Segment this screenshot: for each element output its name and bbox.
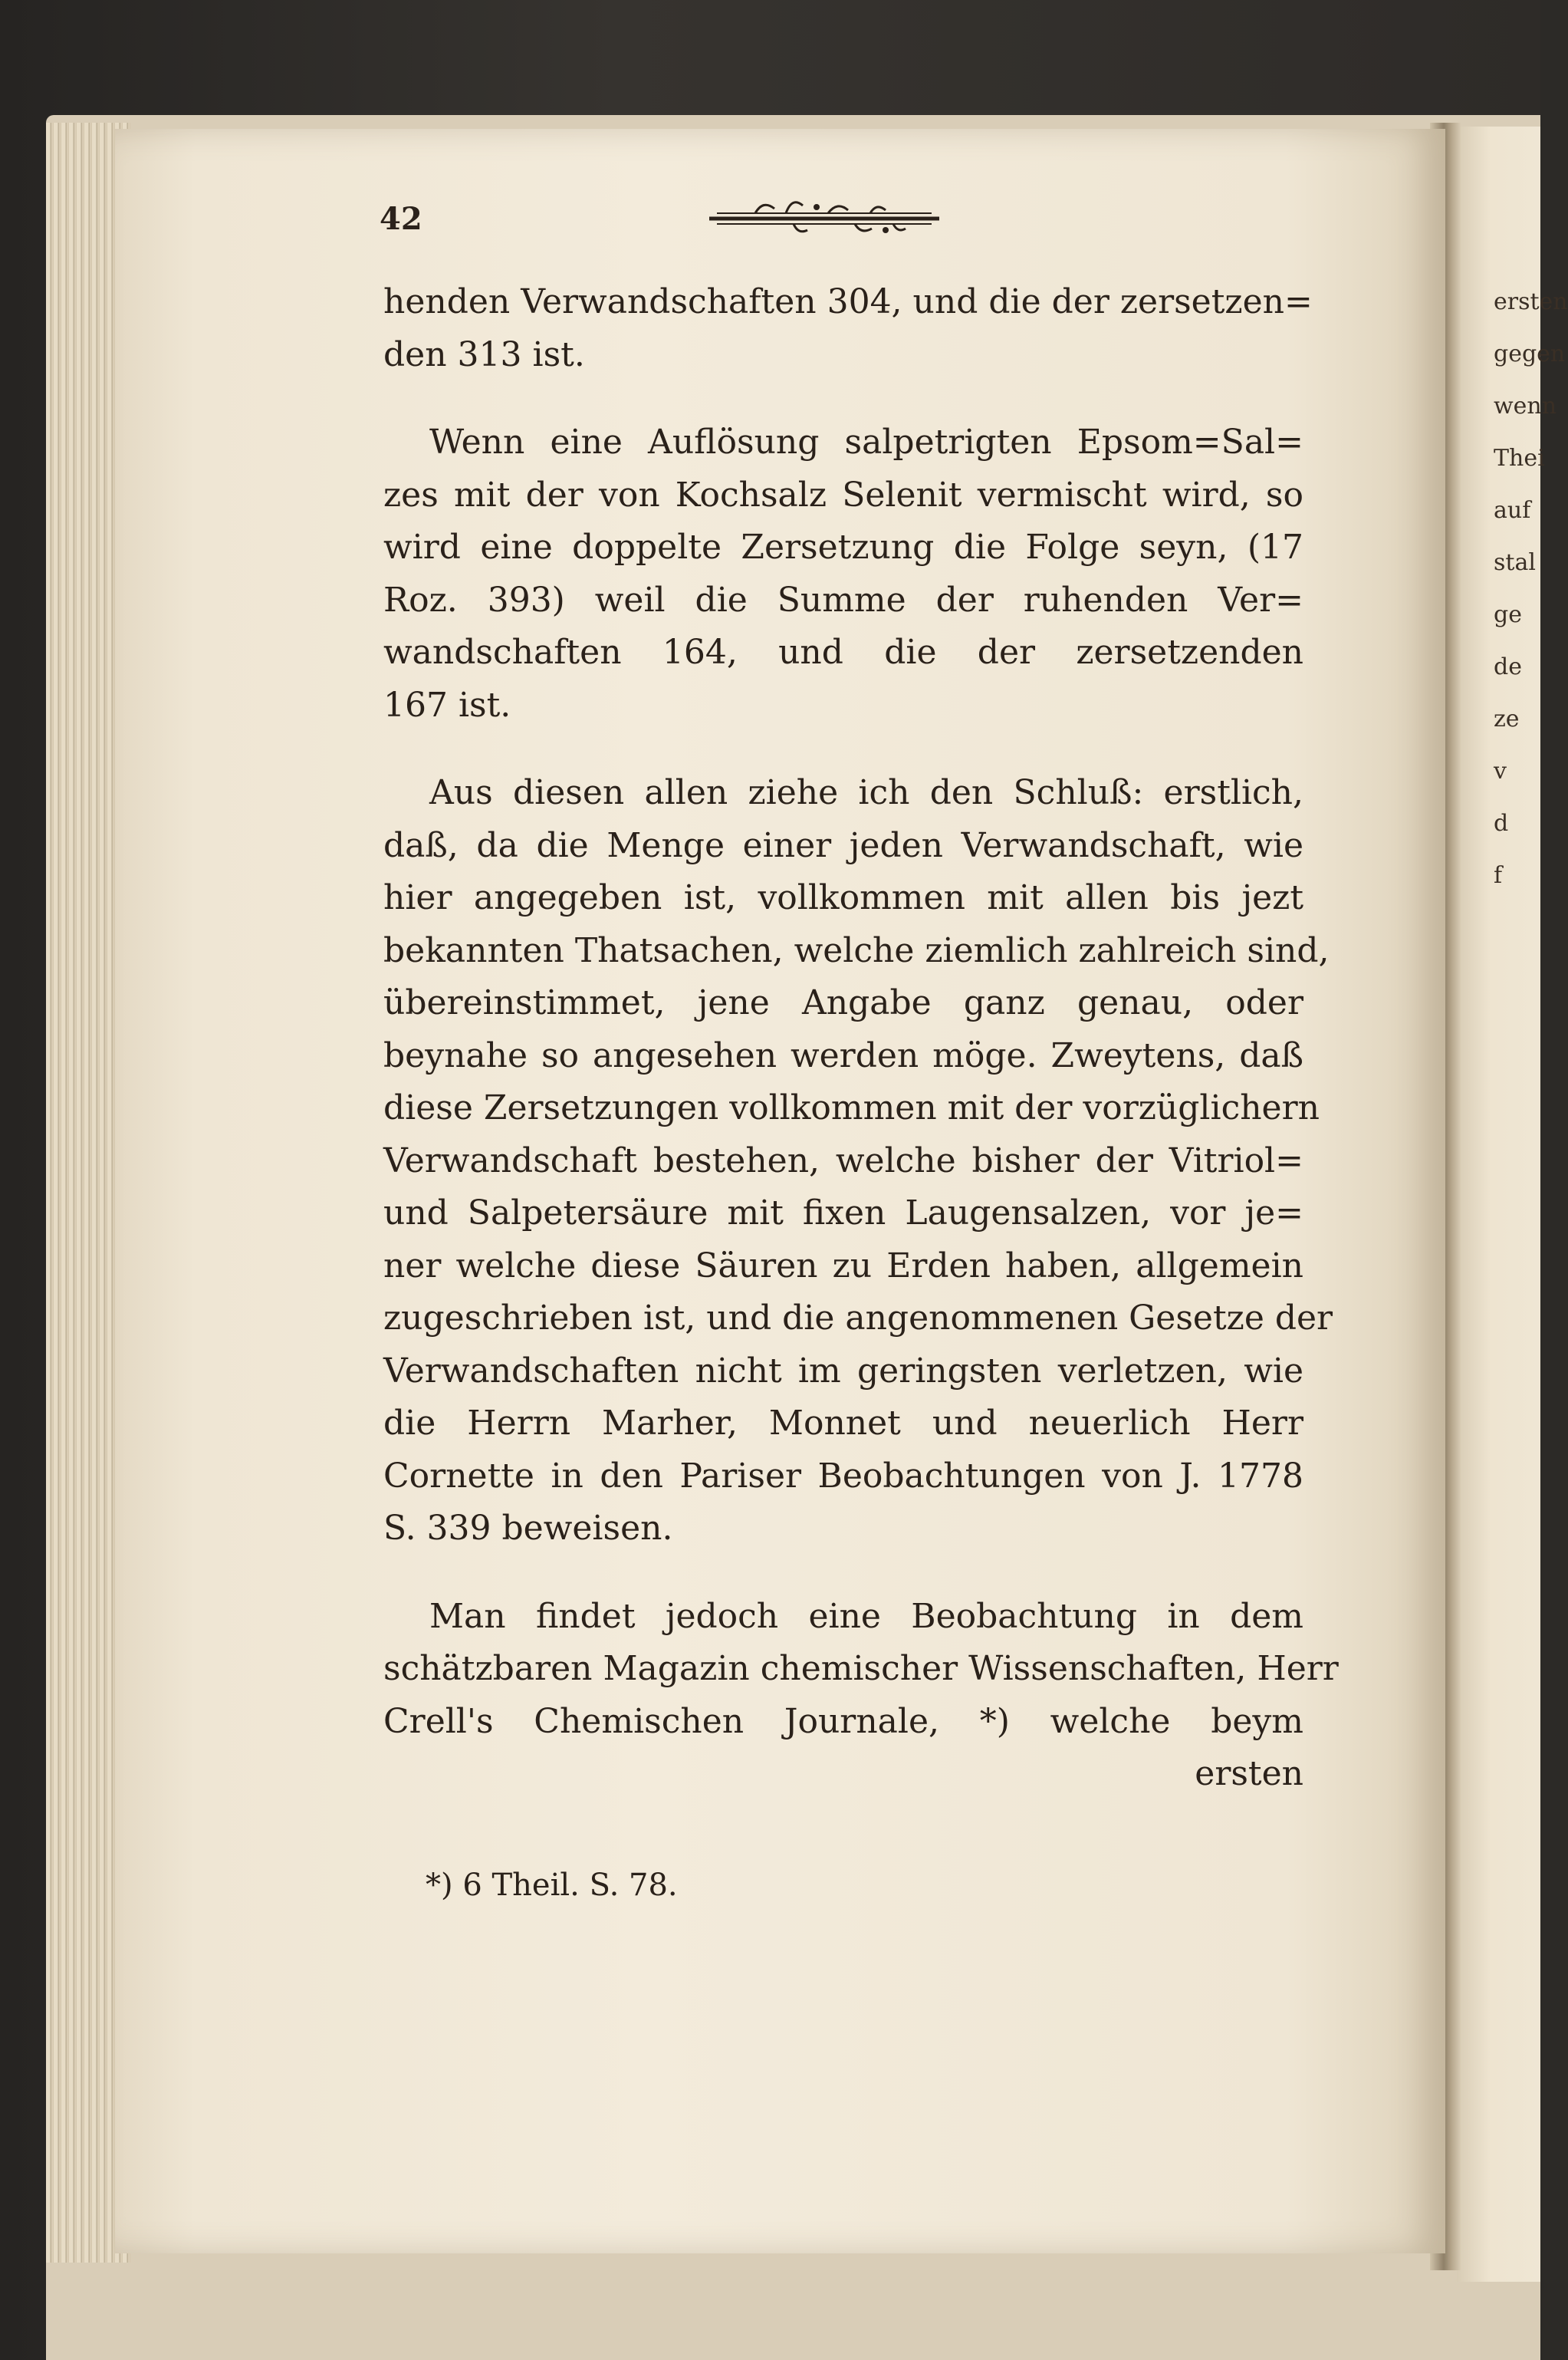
text-line: Crell's Chemischen Journale, *) welche beym [383, 1701, 1303, 1741]
footnote: *) 6 Theil. S. 78. [426, 1868, 678, 1903]
text-line: hier angegeben ist, vollkommen mit allen bis jezt [383, 878, 1303, 917]
text-line: die Herrn Marher, Monnet und neuerlich Herr [383, 1404, 1303, 1443]
fragment: d [1494, 810, 1509, 837]
text-line: beynahe so angesehen werden möge. Zweytens, daß [383, 1035, 1303, 1075]
fragment: stal [1494, 549, 1536, 576]
text-line: Verwandschaft bestehen, welche bisher der Vitriol= [383, 1141, 1303, 1180]
fragment: f [1494, 862, 1503, 889]
fragment: ersten [1494, 288, 1568, 315]
text-line: Cornette in den Pariser Beobachtungen von J. 1778 [383, 1456, 1303, 1496]
text-line: Wenn eine Auflösung salpetrigten Epsom=Sal= [429, 423, 1303, 462]
text-line: schätzbaren Magazin chemischer Wissenschaften, Herr [383, 1649, 1339, 1688]
text-line: Man findet jedoch eine Beobachtung in dem [429, 1596, 1303, 1636]
fragment: de [1494, 653, 1522, 680]
text-line: 167 ist. [383, 685, 511, 725]
text-line: übereinstimmet, jene Angabe ganz genau, oder [383, 983, 1303, 1022]
fragment: gegen [1494, 341, 1566, 367]
page-number: 42 [380, 201, 422, 237]
fragment: wenn [1494, 393, 1557, 420]
fragment: auf [1494, 497, 1531, 524]
catchword: ersten [1195, 1754, 1303, 1793]
text-line: wird eine doppelte Zersetzung die Folge seyn, (17 [383, 528, 1303, 567]
text-line: und Salpetersäure mit fixen Laugensalzen, vor je= [383, 1193, 1303, 1233]
text-line: wandschaften 164, und die der zersetzenden [383, 633, 1303, 672]
text-line: Aus diesen allen ziehe ich den Schluß: erstlich, [429, 773, 1303, 812]
ornament-icon [702, 192, 947, 245]
text-line: den 313 ist. [383, 334, 585, 374]
text-line: diese Zersetzungen vollkommen mit der vorzüglichern [383, 1088, 1320, 1127]
text-line: ner welche diese Säuren zu Erden haben, allgemein [383, 1246, 1303, 1285]
text-line: bekannten Thatsachen, welche ziemlich zahlreich sind, [383, 930, 1330, 970]
body-text [383, 276, 1339, 1801]
text-line: daß, da die Menge einer jeden Verwandschaft, wie [383, 825, 1303, 865]
fragment: v [1494, 758, 1507, 785]
text-line: zes mit der von Kochsalz Selenit vermischt wird, so [383, 475, 1303, 515]
fragment: Thei [1494, 445, 1545, 472]
text-line: Verwandschaften nicht im geringsten verletzen, wie [383, 1351, 1303, 1391]
text-line: zugeschrieben ist, und die angenommenen Gesetze der [383, 1298, 1333, 1338]
text-line: henden Verwandschaften 304, und die der zersetzen= [383, 282, 1313, 321]
fragment: ge [1494, 601, 1522, 628]
text-line: S. 339 beweisen. [383, 1509, 673, 1548]
text-line: Roz. 393) weil die Summe der ruhenden Ver= [383, 580, 1303, 620]
fragment: ze [1494, 706, 1520, 732]
facing-page-fragments [1494, 276, 1568, 902]
